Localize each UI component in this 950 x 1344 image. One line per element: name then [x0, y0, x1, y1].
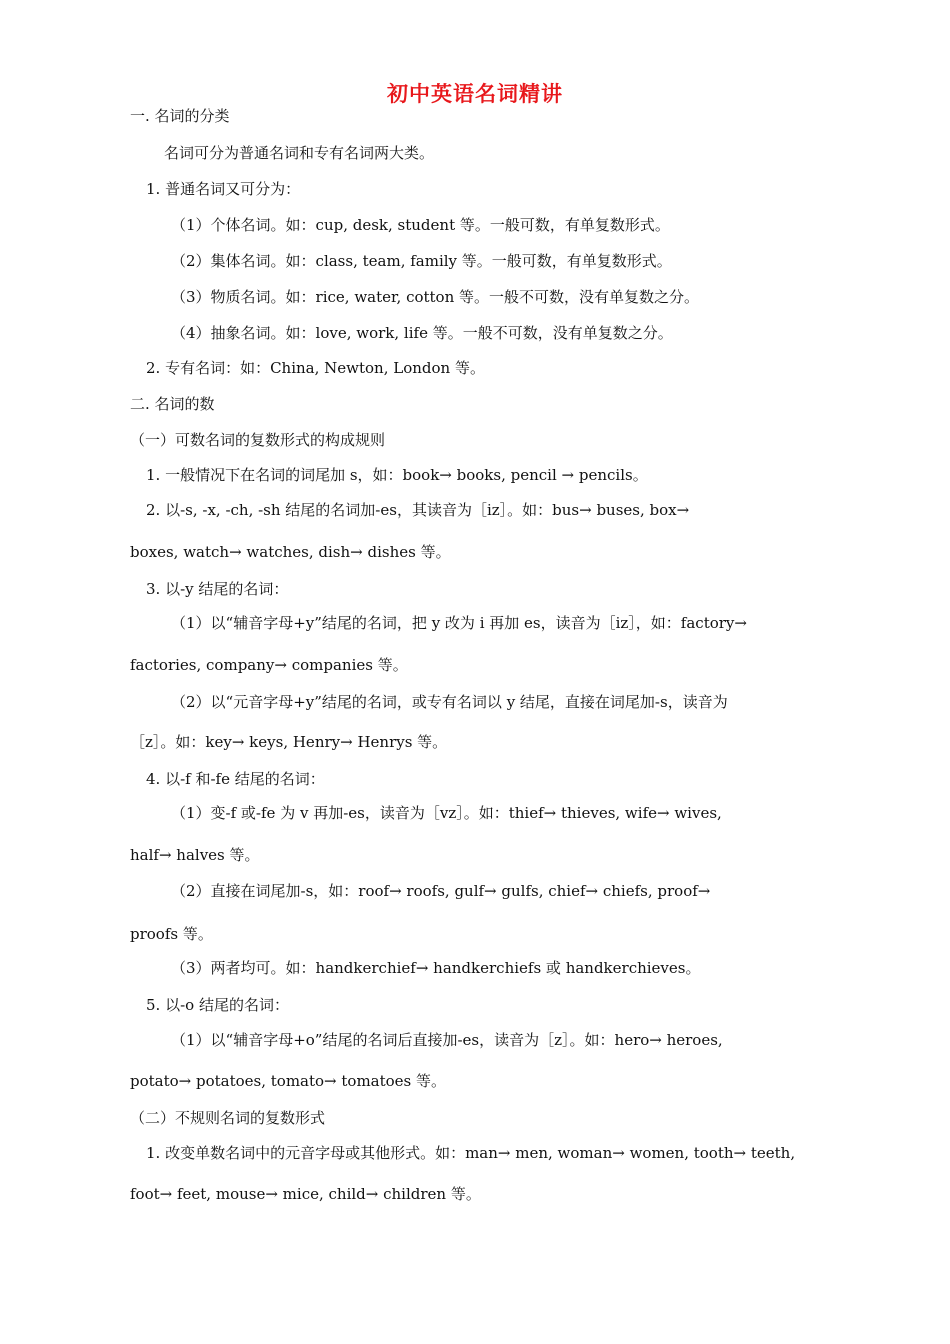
subsection-heading: （一）可数名词的复数形式的构成规则 [130, 431, 386, 449]
paragraph-continuation: foot→ feet, mouse→ mice, child→ children 等。 [130, 1185, 481, 1203]
paragraph-continuation: ［z］。如：key→ keys, Henry→ Henrys 等。 [130, 733, 448, 751]
sub-list-item: （1）以“辅音字母+y”结尾的名词，把 y 改为 i 再加 es，读音为［iz］，如：factory→ [171, 614, 747, 632]
paragraph-continuation: boxes, watch→ watches, dish→ dishes 等。 [130, 543, 451, 561]
list-item: 2. 以-s, -x, -ch, -sh 结尾的名词加-es，其读音为［iz］。如：bus→ buses, box→ [146, 501, 690, 519]
paragraph-continuation: potato→ potatoes, tomato→ tomatoes 等。 [130, 1072, 447, 1090]
paragraph-continuation: half→ halves 等。 [130, 846, 260, 864]
sub-list-item: （1）个体名词。如：cup, desk, student 等。一般可数，有单复数形式。 [171, 216, 670, 234]
paragraph: 名词可分为普通名词和专有名词两大类。 [164, 144, 435, 162]
list-item: 1. 普通名词又可分为： [146, 180, 301, 198]
list-item: 5. 以-o 结尾的名词： [146, 996, 289, 1014]
document-title: 初中英语名词精讲 [387, 82, 563, 106]
sub-list-item: （2）以“元音字母+y”结尾的名词，或专有名词以 y 结尾，直接在词尾加-s，读音为 [171, 693, 728, 711]
sub-list-item: （2）集体名词。如：class, team, family 等。一般可数，有单复数形式。 [171, 252, 672, 270]
list-item: 1. 改变单数名词中的元音字母或其他形式。如：man→ men, woman→ women, tooth→ teeth, [146, 1144, 796, 1162]
sub-list-item: （3）物质名词。如：rice, water, cotton 等。一般不可数，没有单复数之分。 [171, 288, 700, 306]
list-item: 1. 一般情况下在名词的词尾加 s，如：book→ books, pencil → pencils。 [146, 466, 648, 484]
list-item: 4. 以-f 和-fe 结尾的名词： [146, 770, 325, 788]
list-item: 2. 专有名词：如：China, Newton, London 等。 [146, 359, 485, 377]
sub-list-item: （1）变-f 或-fe 为 v 再加-es，读音为［vz］。如：thief→ thieves, wife→ wives, [171, 804, 722, 822]
sub-list-item: （4）抽象名词。如：love, work, life 等。一般不可数，没有单复数之分。 [171, 324, 673, 342]
section-heading: 一. 名词的分类 [130, 107, 230, 125]
paragraph-continuation: proofs 等。 [130, 925, 213, 943]
sub-list-item: （3）两者均可。如：handkerchief→ handkerchiefs 或 handkerchieves。 [171, 959, 701, 977]
sub-list-item: （2）直接在词尾加-s，如：roof→ roofs, gulf→ gulfs, chief→ chiefs, proof→ [171, 882, 711, 900]
sub-list-item: （1）以“辅音字母+o”结尾的名词后直接加-es，读音为［z］。如：hero→ heroes, [171, 1031, 723, 1049]
section-heading: 二. 名词的数 [130, 395, 215, 413]
list-item: 3. 以-y 结尾的名词： [146, 580, 289, 598]
paragraph-continuation: factories, company→ companies 等。 [130, 656, 408, 674]
subsection-heading: （二）不规则名词的复数形式 [130, 1109, 326, 1127]
